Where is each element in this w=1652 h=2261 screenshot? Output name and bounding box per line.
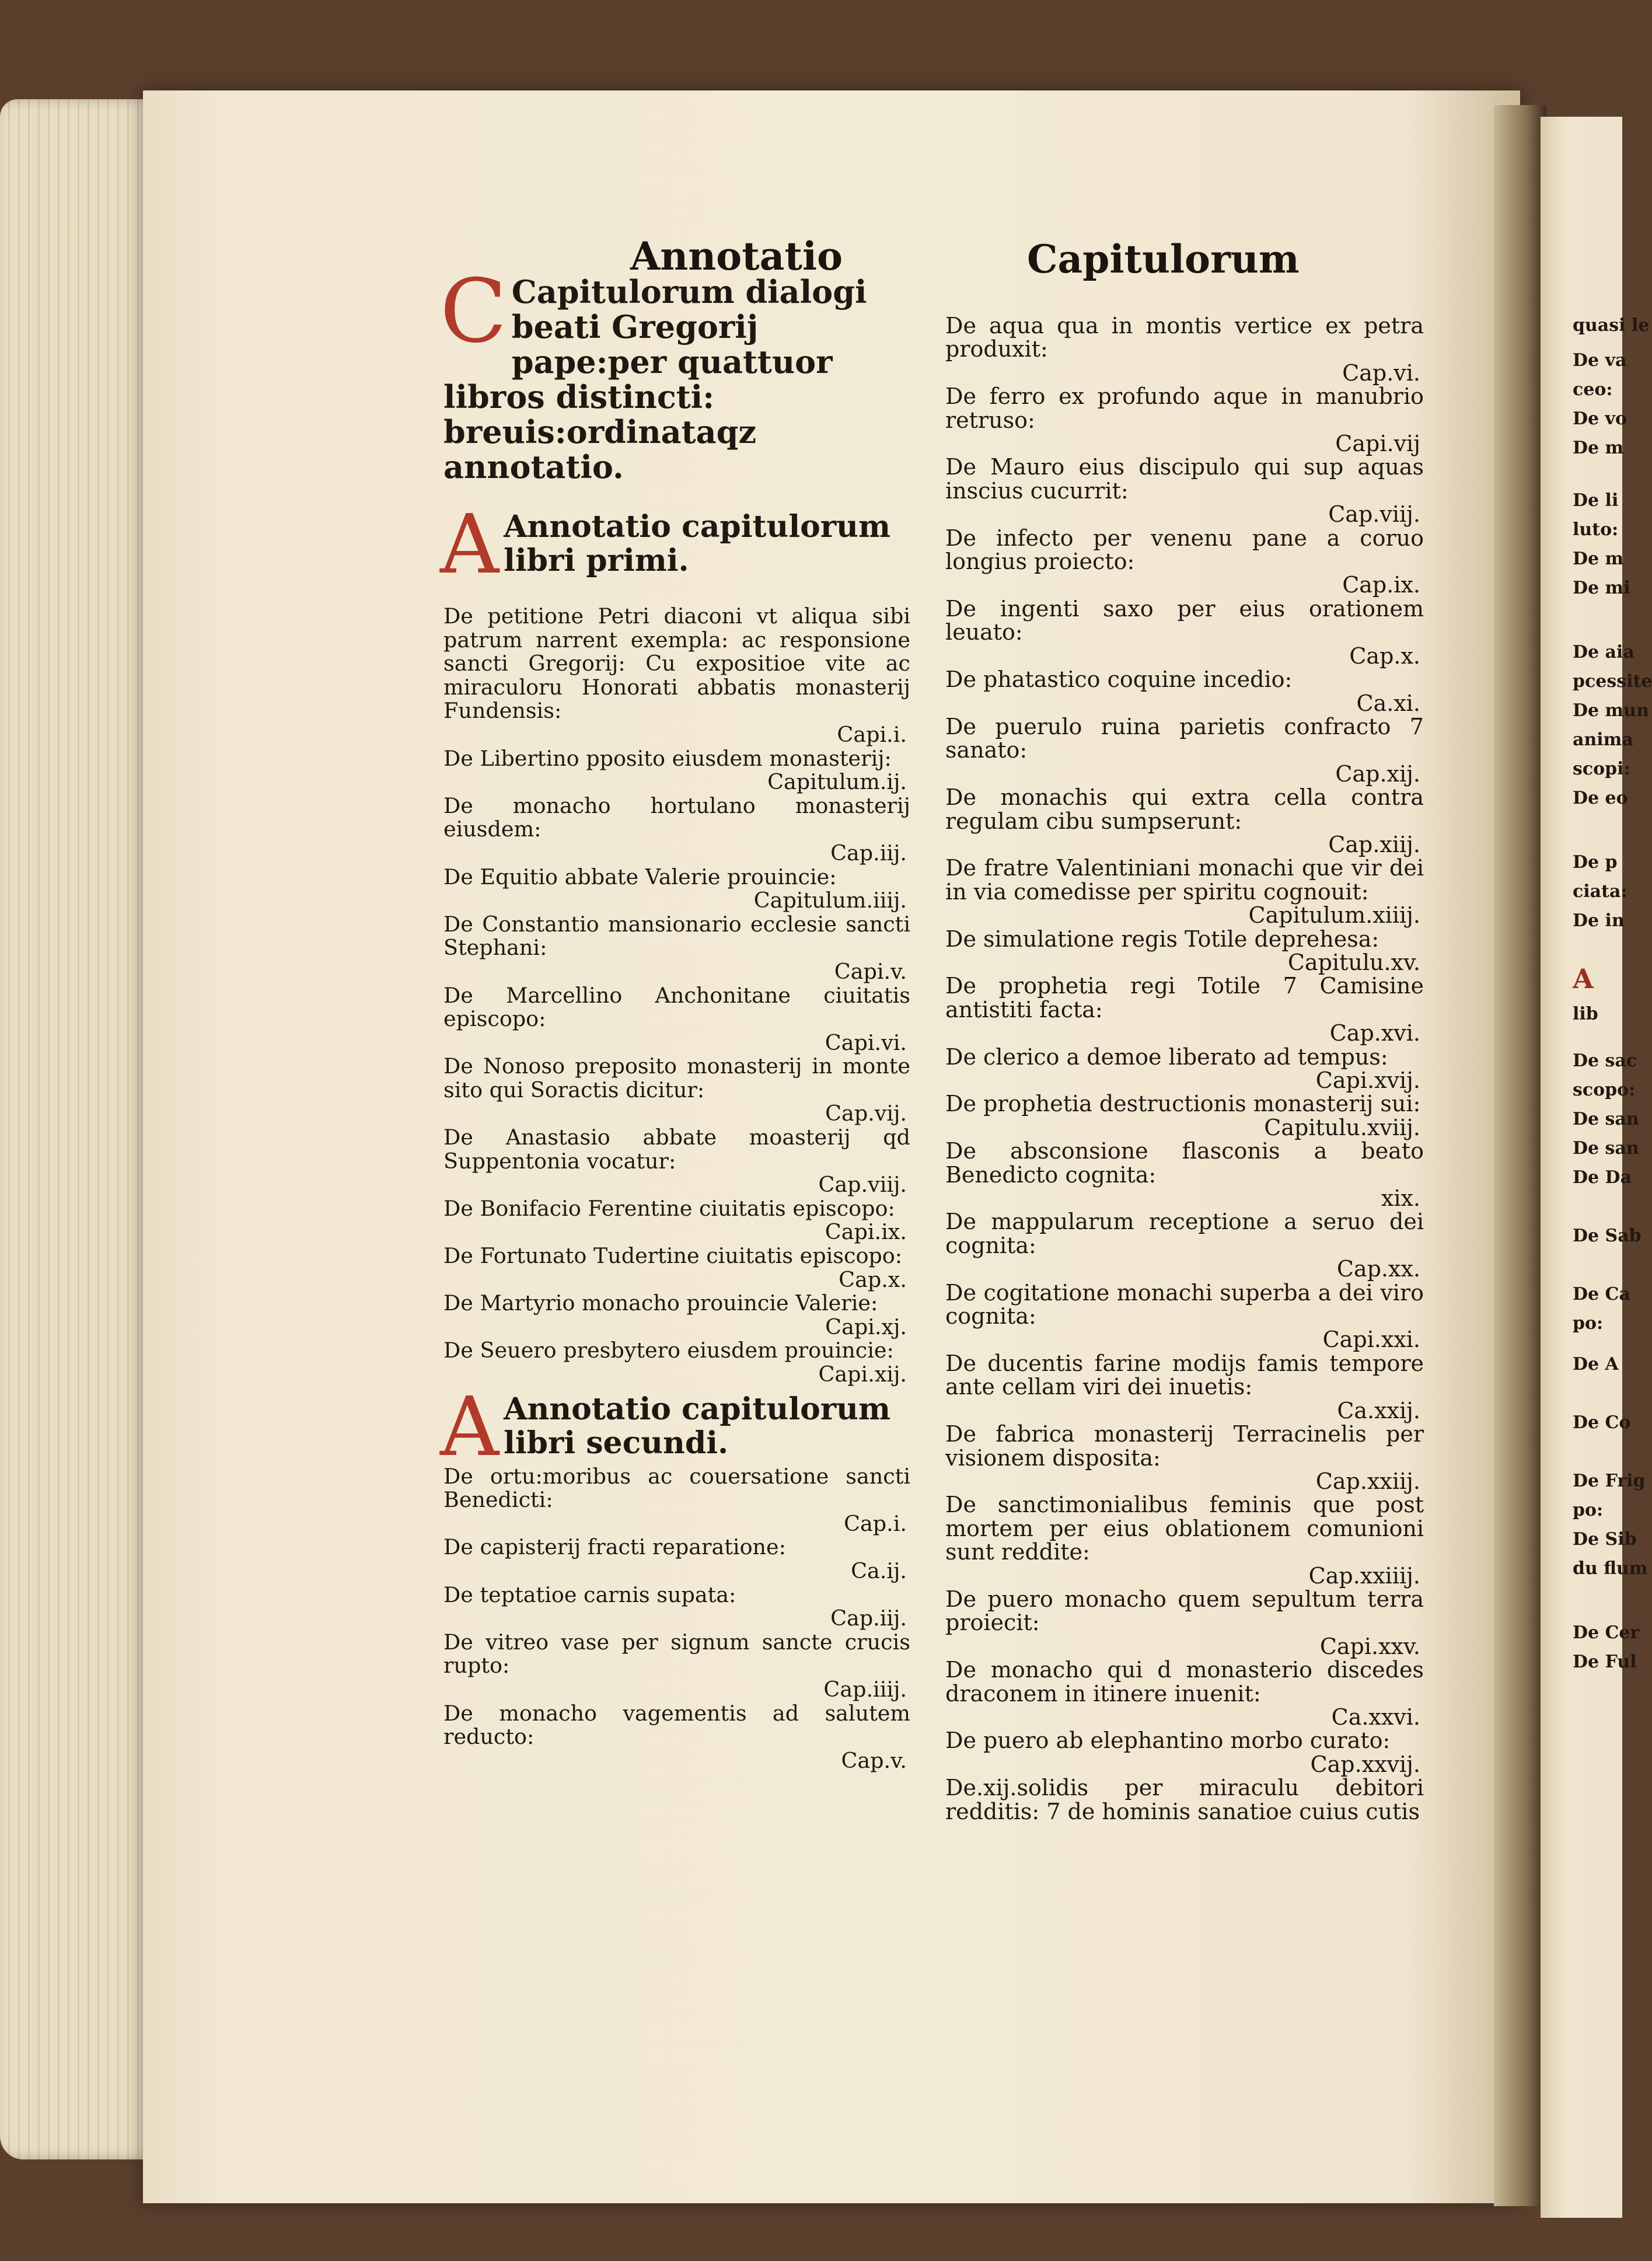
chapter-entry — [945, 1092, 1424, 1139]
chapter-title: De Equitio abbate Valerie prouincie: — [443, 864, 837, 889]
chapter-entry — [945, 1776, 1424, 1823]
chapter-title: De infecto per venenu pane a coruo longius proiecto: — [945, 525, 1424, 575]
chapter-entry — [945, 1139, 1424, 1210]
chapter-title: De cogitatione monachi superba a dei viro cognita: — [945, 1279, 1424, 1330]
chapter-entry — [443, 1292, 910, 1339]
next-page-fragment: du flum — [1573, 1558, 1648, 1579]
chapter-entry — [443, 1055, 910, 1126]
chapter-entry — [945, 1045, 1424, 1093]
chapter-number: Capi.i. — [837, 721, 907, 747]
next-page-fragment: De m — [1573, 438, 1624, 458]
left-column — [440, 261, 910, 1773]
chapter-number: Cap.xxvij. — [1310, 1751, 1420, 1777]
chapter-number: Cap.xvi. — [1329, 1020, 1420, 1046]
next-page-fragment: lib — [1573, 1004, 1598, 1024]
chapter-title: De fabrica monasterij Terracinelis per visionem disposita: — [945, 1421, 1424, 1471]
section1-entries — [443, 605, 910, 1387]
chapter-entry — [443, 1631, 910, 1702]
page-stack-edge — [0, 99, 163, 2159]
book-gutter — [1494, 105, 1546, 2206]
chapter-title: De ingenti saxo per eius orationem leuato: — [945, 595, 1424, 645]
chapter-title: De Libertino pposito eiusdem monasterij: — [443, 745, 892, 771]
section2-entries — [443, 1465, 910, 1773]
next-page-fragment: De Sib — [1573, 1529, 1637, 1550]
next-page-fragment: quasi le — [1573, 315, 1650, 336]
chapter-entry — [443, 1536, 910, 1583]
next-page-fragment: De Da — [1573, 1167, 1632, 1188]
next-page-fragment: De li — [1573, 490, 1619, 511]
chapter-entry — [443, 866, 910, 913]
chapter-title: De Constantio mansionario ecclesie sancti Stephani: — [443, 911, 910, 961]
next-page-fragment: De va — [1573, 350, 1627, 371]
chapter-title: De.xij.solidis per miraculu debitori redditis: 7 de hominis sanatioe cuius cutis — [945, 1775, 1424, 1824]
chapter-title: De Mauro eius discipulo qui sup aquas inscius cucurrit: — [945, 454, 1424, 504]
chapter-entry — [945, 974, 1424, 1045]
chapter-number: Capitulum.ij. — [767, 769, 907, 795]
chapter-number: Capi.xvij. — [1315, 1067, 1420, 1093]
chapter-title: De Anastasio abbate moasterij qd Suppentonia vocatur: — [443, 1125, 910, 1174]
chapter-entry — [945, 1422, 1424, 1493]
chapter-number: Cap.i. — [844, 1510, 907, 1536]
section1-heading — [440, 497, 910, 592]
section1-title: Annotatio capitulorum libri primi. — [504, 509, 890, 578]
next-page-fragment: po: — [1573, 1313, 1604, 1334]
chapter-title: De vitreo vase per signum sancte crucis rupto: — [443, 1629, 910, 1679]
next-page-fragment: De Ca — [1573, 1284, 1630, 1304]
section2-initial: A — [440, 1379, 500, 1475]
chapter-entry — [443, 794, 910, 866]
section2-title: Annotatio capitulorum libri secundi. — [504, 1391, 890, 1461]
next-page-fragment: scopo: — [1573, 1080, 1636, 1100]
chapter-title: De monacho qui d monasterio discedes draconem in itinere inuenit: — [945, 1657, 1424, 1707]
right-column — [945, 314, 1424, 1823]
chapter-title: De monacho vagementis ad salutem reducto: — [443, 1700, 910, 1750]
chapter-entry — [443, 984, 910, 1055]
chapter-title: De capisterij fracti reparatione: — [443, 1534, 786, 1560]
next-page-fragment: A — [1573, 963, 1594, 995]
chapter-number: Cap.v. — [841, 1747, 907, 1773]
next-page-fragment: De Sab — [1573, 1226, 1641, 1246]
chapter-entry — [443, 1244, 910, 1292]
chapter-title: De Seuero presbytero eiusdem prouincie: — [443, 1338, 894, 1363]
next-page-fragment: De Frig — [1573, 1471, 1646, 1491]
chapter-title: De ferro ex profundo aque in manubrio retruso: — [945, 383, 1424, 433]
next-page-fragment: De Co — [1573, 1412, 1631, 1433]
next-page-fragment: De san — [1573, 1138, 1639, 1159]
next-page-fragment: De aia — [1573, 642, 1634, 662]
chapter-number: Cap.xij. — [1335, 760, 1420, 787]
chapter-title: De puerulo ruina parietis confracto 7 sanato: — [945, 713, 1424, 763]
next-page-fragment: po: — [1573, 1500, 1604, 1520]
chapter-entry — [443, 1465, 910, 1536]
right-entries — [945, 314, 1424, 1823]
next-page-fragment: De san — [1573, 1109, 1639, 1129]
chapter-number: Ca.xi. — [1356, 690, 1420, 716]
chapter-number: Cap.ix. — [1342, 572, 1420, 598]
section2-heading — [440, 1379, 910, 1475]
chapter-number: Capi.ix. — [825, 1219, 907, 1245]
chapter-number: Cap.viij. — [1328, 501, 1420, 528]
chapter-entry — [443, 747, 910, 794]
chapter-entry — [945, 856, 1424, 927]
chapter-number: Capitulum.xiiij. — [1248, 902, 1420, 929]
chapter-entry — [443, 1197, 910, 1244]
chapter-number: Ca.xxvi. — [1331, 1704, 1420, 1730]
chapter-entry — [945, 1729, 1424, 1776]
chapter-entry — [945, 668, 1424, 715]
chapter-number: Cap.viij. — [818, 1172, 907, 1198]
chapter-number: Cap.x. — [839, 1266, 907, 1292]
chapter-number: Capitulu.xv. — [1287, 949, 1420, 975]
chapter-title: De petitione Petri diaconi vt aliqua sibi patrum narrent exempla: ac responsione sancti Gregorij: Cu expositioe vite ac miraculoru Honorati abbatis monasterij Fundensis: — [443, 603, 910, 724]
chapter-number: Capi.xxv. — [1319, 1633, 1420, 1659]
running-head-right: Capitulorum — [1027, 236, 1300, 282]
chapter-title: De fratre Valentiniani monachi que vir dei in via comedisse per spiritu cognouit: — [945, 855, 1424, 905]
next-page-fragment: De sac — [1573, 1051, 1637, 1071]
next-page-fragment: scopi: — [1573, 759, 1630, 779]
chapter-number: Cap.vi. — [1342, 360, 1420, 386]
chapter-entry — [945, 385, 1424, 455]
chapter-entry — [945, 786, 1424, 856]
running-head-left: Annotatio — [630, 233, 843, 279]
chapter-number: Cap.iiij. — [823, 1676, 907, 1702]
chapter-title: De sanctimonialibus feminis que post mortem per eius oblationem comunioni sunt reddite: — [945, 1492, 1424, 1565]
next-page-fragment: De mun — [1573, 700, 1649, 721]
next-page-fragment: De vo — [1573, 409, 1627, 429]
chapter-number: Capitulu.xviij. — [1264, 1114, 1420, 1140]
chapter-entry — [945, 927, 1424, 975]
chapter-entry — [945, 1210, 1424, 1280]
intro-text: Capitulorum dialogi beati Gregorij pape:per quattuor libros distincti: breuis:ordinataqz annotatio. — [443, 273, 867, 486]
chapter-title: De absconsione flasconis a beato Benedicto cognita: — [945, 1138, 1424, 1188]
chapter-title: De monacho hortulano monasterij eiusdem: — [443, 793, 910, 842]
intro-heading — [440, 261, 910, 486]
next-page-fragment: De eo — [1573, 788, 1628, 808]
chapter-entry — [945, 1658, 1424, 1729]
chapter-entry — [945, 455, 1424, 526]
chapter-entry — [443, 1702, 910, 1773]
chapter-number: Capi.xj. — [825, 1314, 907, 1339]
chapter-title: De puero monacho quem sepultum terra proiecit: — [945, 1586, 1424, 1636]
chapter-title: De Bonifacio Ferentine ciuitatis episcopo: — [443, 1195, 895, 1221]
section1-initial: A — [440, 497, 500, 592]
chapter-number: Cap.vij. — [825, 1101, 907, 1126]
chapter-entry — [945, 1281, 1424, 1352]
chapter-number: Capi.vi. — [825, 1030, 907, 1055]
chapter-number: Capi.xxi. — [1322, 1327, 1420, 1353]
chapter-title: De monachis qui extra cella contra regulam cibu sumpserunt: — [945, 784, 1424, 834]
chapter-number: Capi.v. — [834, 958, 907, 984]
next-page-fragment: luto: — [1573, 519, 1619, 540]
chapter-number: Capi.xij. — [818, 1362, 907, 1387]
chapter-title: De prophetia destructionis monasterij sui: — [945, 1091, 1421, 1117]
next-page-text — [1546, 0, 1652, 2261]
chapter-entry — [945, 1587, 1424, 1658]
next-page-fragment: pcessite — [1573, 671, 1652, 692]
chapter-title: De ducentis farine modijs famis tempore ante cellam viri dei inuetis: — [945, 1350, 1424, 1400]
chapter-number: Cap.xiij. — [1328, 831, 1420, 857]
next-page-fragment: De Ful — [1573, 1652, 1637, 1672]
chapter-number: Cap.xxiiij. — [1308, 1562, 1420, 1589]
chapter-number: Ca.xxij. — [1337, 1397, 1420, 1423]
chapter-title: De aqua qua in montis vertice ex petra produxit: — [945, 313, 1424, 362]
next-page-fragment: De p — [1573, 852, 1618, 873]
next-page-fragment: De A — [1573, 1354, 1619, 1374]
chapter-number: Capitulum.iiij. — [753, 888, 907, 913]
chapter-number: Cap.xx. — [1336, 1256, 1420, 1282]
chapter-title: De clerico a demoe liberato ad tempus: — [945, 1044, 1388, 1070]
intro-initial: C — [440, 261, 507, 362]
chapter-entry — [443, 605, 910, 747]
chapter-title: De mappularum receptione a seruo dei cognita: — [945, 1209, 1424, 1258]
chapter-title: De prophetia regi Totile 7 Camisine antistiti facta: — [945, 973, 1424, 1023]
chapter-title: De Marcellino Anchonitane ciuitatis episcopo: — [443, 982, 910, 1032]
chapter-number: Cap.iij. — [830, 1606, 907, 1631]
chapter-title: De puero ab elephantino morbo curato: — [945, 1728, 1391, 1754]
chapter-entry — [945, 597, 1424, 668]
chapter-title: De simulatione regis Totile deprehesa: — [945, 926, 1379, 952]
chapter-number: Ca.ij. — [851, 1558, 907, 1583]
chapter-number: Cap.x. — [1349, 643, 1420, 669]
next-page-fragment: De Cer — [1573, 1623, 1640, 1643]
chapter-title: De teptatioe carnis supata: — [443, 1582, 736, 1607]
chapter-title: De phatastico coquine incedio: — [945, 667, 1293, 693]
chapter-entry — [945, 715, 1424, 786]
chapter-number: Cap.iij. — [830, 840, 907, 866]
next-page-fragment: De m — [1573, 549, 1624, 569]
chapter-title: De Fortunato Tudertine ciuitatis episcopo: — [443, 1243, 903, 1269]
chapter-entry — [443, 913, 910, 984]
chapter-entry — [443, 1339, 910, 1386]
next-page-fragment: anima — [1573, 730, 1633, 750]
chapter-number: Cap.xxiij. — [1315, 1468, 1420, 1494]
chapter-entry — [945, 314, 1424, 385]
chapter-number: Capi.vij — [1335, 431, 1420, 457]
chapter-title: De Nonoso preposito monasterij in monte sito qui Soractis dicitur: — [443, 1053, 910, 1102]
chapter-number: xix. — [1381, 1185, 1420, 1212]
next-page-fragment: ceo: — [1573, 379, 1613, 400]
chapter-entry — [443, 1583, 910, 1631]
chapter-entry — [945, 1352, 1424, 1422]
next-page-fragment: De mi — [1573, 578, 1630, 598]
chapter-title: De ortu:moribus ac couersatione sancti Benedicti: — [443, 1463, 910, 1513]
chapter-entry — [945, 1493, 1424, 1587]
next-page-fragment: ciata: — [1573, 881, 1627, 902]
chapter-title: De Martyrio monacho prouincie Valerie: — [443, 1290, 878, 1316]
chapter-entry — [443, 1126, 910, 1197]
next-page-fragment: De in — [1573, 910, 1625, 931]
chapter-entry — [945, 526, 1424, 597]
